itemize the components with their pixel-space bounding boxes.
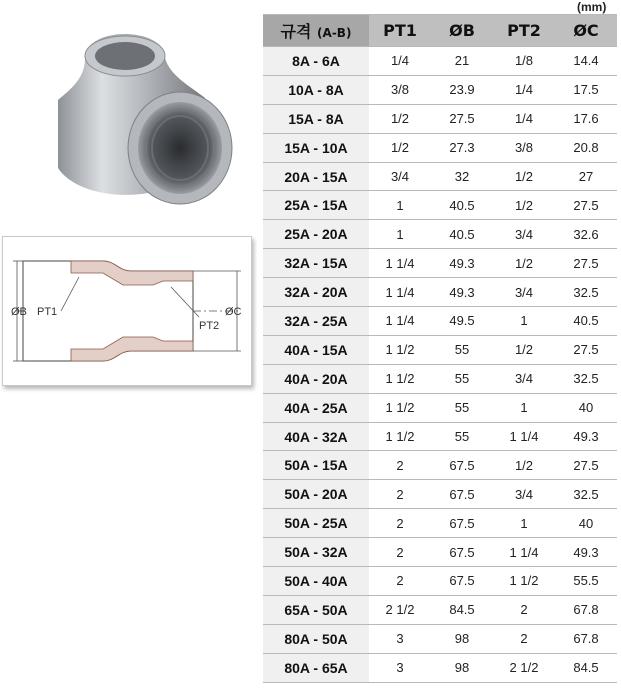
cell-size: 80A - 65A xyxy=(263,653,369,682)
cell-c: 32.6 xyxy=(555,220,617,249)
cell-size: 50A - 20A xyxy=(263,480,369,509)
cell-pt2: 1/2 xyxy=(493,162,555,191)
cell-pt1: 1/4 xyxy=(369,47,431,76)
cell-b: 49.3 xyxy=(431,278,493,307)
cell-size: 50A - 40A xyxy=(263,567,369,596)
table-row xyxy=(263,104,617,133)
cell-c: 32.5 xyxy=(555,278,617,307)
cell-size: 15A - 10A xyxy=(263,133,369,162)
cell-pt1: 2 1/2 xyxy=(369,595,431,624)
cell-pt2: 1/2 xyxy=(493,249,555,278)
table-row xyxy=(263,162,617,191)
cell-pt1: 3 xyxy=(369,624,431,653)
cell-size: 50A - 15A xyxy=(263,451,369,480)
table-row xyxy=(263,595,617,624)
cell-pt2: 3/4 xyxy=(493,480,555,509)
table-row xyxy=(263,624,617,653)
cell-pt1: 1/2 xyxy=(369,104,431,133)
cell-pt2: 1/2 xyxy=(493,451,555,480)
cell-pt1: 1/2 xyxy=(369,133,431,162)
cell-pt1: 2 xyxy=(369,451,431,480)
dimension-drawing xyxy=(2,236,252,386)
cell-pt1: 1 1/2 xyxy=(369,393,431,422)
cell-size: 50A - 32A xyxy=(263,538,369,567)
cell-pt2: 1/2 xyxy=(493,335,555,364)
table-row xyxy=(263,133,617,162)
drawing-label-pt2: PT2 xyxy=(199,320,220,332)
cell-pt2: 1/4 xyxy=(493,75,555,104)
cell-pt2: 1/8 xyxy=(493,47,555,76)
cell-c: 20.8 xyxy=(555,133,617,162)
table-row xyxy=(263,278,617,307)
cell-b: 55 xyxy=(431,393,493,422)
cell-pt1: 1 1/2 xyxy=(369,364,431,393)
cell-pt2: 1/4 xyxy=(493,104,555,133)
cell-pt2: 1 xyxy=(493,393,555,422)
cell-c: 27 xyxy=(555,162,617,191)
table-row xyxy=(263,480,617,509)
cell-size: 40A - 20A xyxy=(263,364,369,393)
header-pt1: PT1 xyxy=(369,15,431,47)
cell-c: 27.5 xyxy=(555,335,617,364)
cell-b: 98 xyxy=(431,624,493,653)
drawing-label-b: ØB xyxy=(11,306,27,318)
table-row xyxy=(263,509,617,538)
cell-pt2: 2 1/2 xyxy=(493,653,555,682)
cell-b: 55 xyxy=(431,364,493,393)
cell-b: 67.5 xyxy=(431,538,493,567)
cell-pt2: 2 xyxy=(493,595,555,624)
cell-pt2: 1/2 xyxy=(493,191,555,220)
header-b: ØB xyxy=(431,15,493,47)
cell-b: 21 xyxy=(431,47,493,76)
cell-size: 10A - 8A xyxy=(263,75,369,104)
cell-b: 67.5 xyxy=(431,509,493,538)
cell-b: 40.5 xyxy=(431,220,493,249)
cell-b: 49.5 xyxy=(431,307,493,336)
cell-c: 55.5 xyxy=(555,567,617,596)
cell-size: 20A - 15A xyxy=(263,162,369,191)
cell-pt2: 3/4 xyxy=(493,278,555,307)
table-row xyxy=(263,307,617,336)
cell-pt1: 1 1/2 xyxy=(369,335,431,364)
header-pt2: PT2 xyxy=(493,15,555,47)
cell-pt2: 1 1/2 xyxy=(493,567,555,596)
cell-c: 49.3 xyxy=(555,538,617,567)
table-row xyxy=(263,538,617,567)
cell-size: 32A - 25A xyxy=(263,307,369,336)
cell-pt1: 3/8 xyxy=(369,75,431,104)
cell-b: 27.5 xyxy=(431,104,493,133)
cell-b: 67.5 xyxy=(431,451,493,480)
cell-size: 15A - 8A xyxy=(263,104,369,133)
cell-size: 40A - 25A xyxy=(263,393,369,422)
cell-b: 32 xyxy=(431,162,493,191)
cell-pt2: 1 xyxy=(493,509,555,538)
cell-size: 32A - 20A xyxy=(263,278,369,307)
cell-c: 67.8 xyxy=(555,595,617,624)
header-c: ØC xyxy=(555,15,617,47)
header-size: 규격 (A-B) xyxy=(263,15,369,47)
cell-pt1: 1 xyxy=(369,220,431,249)
cell-c: 40 xyxy=(555,393,617,422)
drawing-label-pt1: PT1 xyxy=(37,306,58,318)
table-row xyxy=(263,191,617,220)
cell-b: 27.3 xyxy=(431,133,493,162)
cell-pt2: 1 xyxy=(493,307,555,336)
cell-size: 25A - 15A xyxy=(263,191,369,220)
table-row xyxy=(263,249,617,278)
cell-pt1: 2 xyxy=(369,567,431,596)
cell-size: 32A - 15A xyxy=(263,249,369,278)
cell-size: 50A - 25A xyxy=(263,509,369,538)
table-row xyxy=(263,451,617,480)
table-row xyxy=(263,47,617,76)
cell-pt1: 2 xyxy=(369,480,431,509)
cell-b: 23.9 xyxy=(431,75,493,104)
cell-c: 67.8 xyxy=(555,624,617,653)
cell-c: 32.5 xyxy=(555,480,617,509)
cell-pt1: 1 1/4 xyxy=(369,307,431,336)
cell-b: 49.3 xyxy=(431,249,493,278)
cell-pt1: 2 xyxy=(369,509,431,538)
cell-b: 55 xyxy=(431,335,493,364)
cell-pt2: 3/8 xyxy=(493,133,555,162)
cell-pt2: 1 1/4 xyxy=(493,538,555,567)
cell-pt2: 1 1/4 xyxy=(493,422,555,451)
cell-b: 40.5 xyxy=(431,191,493,220)
cell-c: 27.5 xyxy=(555,451,617,480)
cell-b: 67.5 xyxy=(431,567,493,596)
cell-c: 32.5 xyxy=(555,364,617,393)
table-row xyxy=(263,653,617,682)
cell-size: 65A - 50A xyxy=(263,595,369,624)
cell-c: 49.3 xyxy=(555,422,617,451)
table-row xyxy=(263,335,617,364)
cell-c: 27.5 xyxy=(555,191,617,220)
cell-b: 84.5 xyxy=(431,595,493,624)
cell-size: 40A - 32A xyxy=(263,422,369,451)
cell-size: 25A - 20A xyxy=(263,220,369,249)
table-row xyxy=(263,422,617,451)
cell-pt1: 1 1/4 xyxy=(369,278,431,307)
cell-pt1: 3 xyxy=(369,653,431,682)
cell-b: 67.5 xyxy=(431,480,493,509)
cell-c: 17.6 xyxy=(555,104,617,133)
table-row xyxy=(263,393,617,422)
spec-table xyxy=(263,14,617,683)
cell-c: 27.5 xyxy=(555,249,617,278)
drawing-label-c: ØC xyxy=(225,306,242,318)
cell-c: 40 xyxy=(555,509,617,538)
cell-pt2: 3/4 xyxy=(493,364,555,393)
cell-pt1: 1 1/4 xyxy=(369,249,431,278)
cell-c: 17.5 xyxy=(555,75,617,104)
reducer-fitting-image xyxy=(30,18,240,218)
cell-size: 40A - 15A xyxy=(263,335,369,364)
cell-b: 55 xyxy=(431,422,493,451)
cell-size: 8A - 6A xyxy=(263,47,369,76)
cell-pt1: 1 1/2 xyxy=(369,422,431,451)
cell-pt2: 3/4 xyxy=(493,220,555,249)
cell-c: 40.5 xyxy=(555,307,617,336)
cell-c: 14.4 xyxy=(555,47,617,76)
cell-pt2: 2 xyxy=(493,624,555,653)
cell-b: 98 xyxy=(431,653,493,682)
cell-size: 80A - 50A xyxy=(263,624,369,653)
product-photo xyxy=(30,18,240,218)
spec-header-row xyxy=(263,15,617,47)
table-row xyxy=(263,75,617,104)
table-row xyxy=(263,364,617,393)
cell-pt1: 1 xyxy=(369,191,431,220)
cell-pt1: 3/4 xyxy=(369,162,431,191)
table-row xyxy=(263,567,617,596)
table-row xyxy=(263,220,617,249)
cell-pt1: 2 xyxy=(369,538,431,567)
cell-c: 84.5 xyxy=(555,653,617,682)
unit-label: (mm) xyxy=(577,0,607,14)
spec-body xyxy=(263,47,617,683)
